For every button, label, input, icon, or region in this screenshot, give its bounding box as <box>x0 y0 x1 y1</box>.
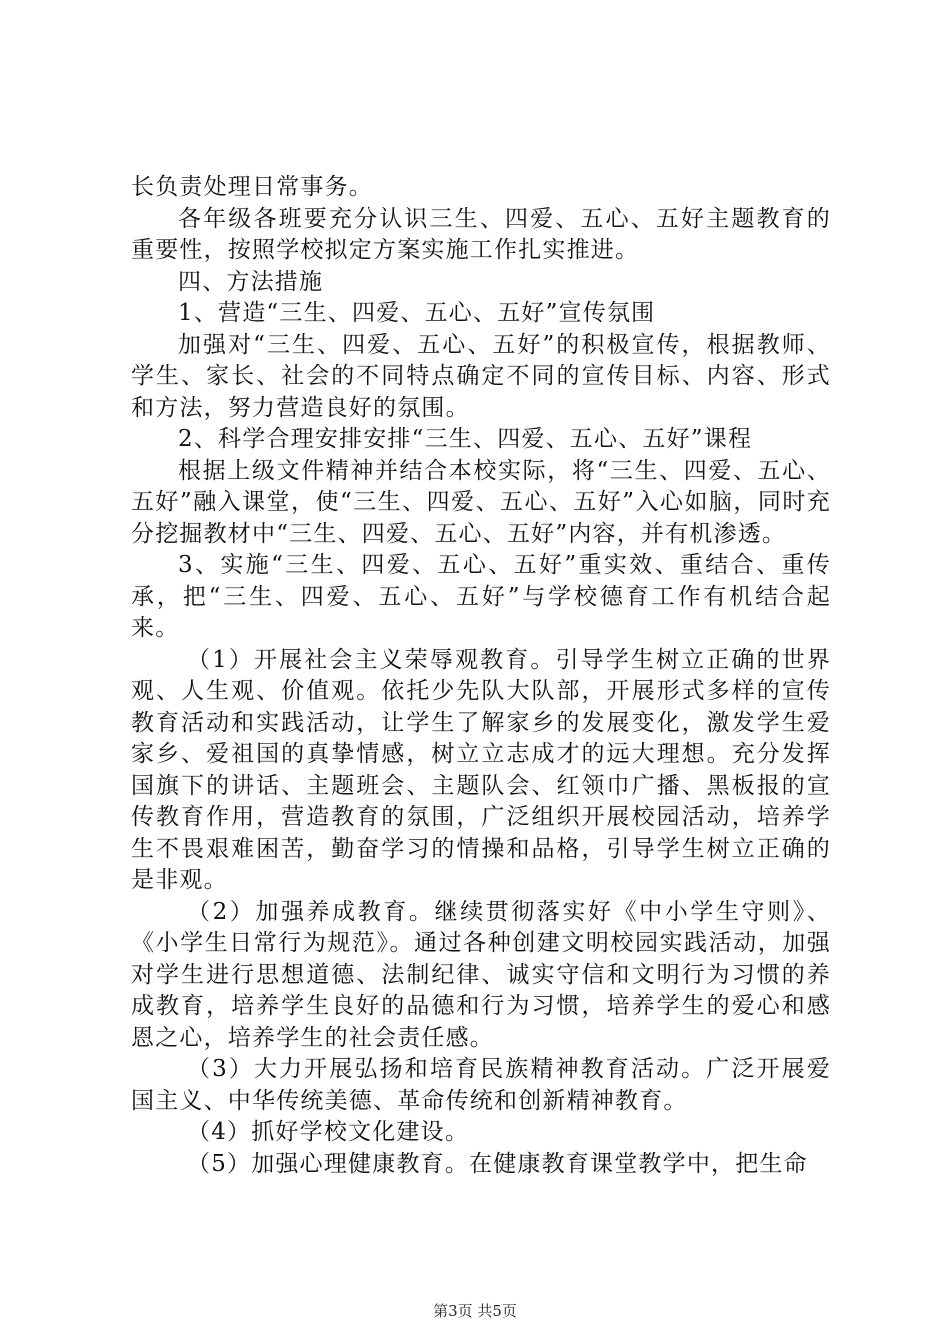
paragraph-3: 加强对“三生、四爱、五心、五好”的积极宣传，根据教师、学生、家长、社会的不同特点确定不同的宣传目标、内容、形式和方法，努力营造良好的氛围。 <box>131 331 831 421</box>
paragraph-2: 各年级各班要充分认识三生、四爱、五心、五好主题教育的重要性，按照学校拟定方案实施工作扎实推进。 <box>131 205 831 263</box>
subheading-3: 3、实施“三生、四爱、五心、五好”重实效、重结合、重传承，把“三生、四爱、五心、五好”与学校德育工作有机结合起来。 <box>131 552 831 641</box>
document-body <box>131 172 831 1180</box>
item-4: （4）抓好学校文化建设。 <box>187 1119 470 1145</box>
page-number-footer: 第3页 共5页 <box>433 1302 517 1320</box>
subheading-1: 1、营造“三生、四爱、五心、五好”宣传氛围 <box>178 300 656 326</box>
item-5: （5）加强心理健康教育。在健康教育课堂教学中，把生命 <box>187 1150 808 1177</box>
subheading-2: 2、科学合理安排安排“三生、四爱、五心、五好”课程 <box>178 426 753 452</box>
paragraph-4: 根据上级文件精神并结合本校实际，将“三生、四爱、五心、五好”融入课堂，使“三生、四爱、五心、五好”入心如脑，同时充分挖掘教材中“三生、四爱、五心、五好”内容，并有机渗透。 <box>131 457 831 547</box>
item-3: （3）大力开展弘扬和培育民族精神教育活动。广泛开展爱国主义、中华传统美德、革命传统和创新精神教育。 <box>131 1056 831 1114</box>
paragraph-1: 长负责处理日常事务。 <box>131 174 373 200</box>
item-1: （1）开展社会主义荣辱观教育。引导学生树立正确的世界观、人生观、价值观。依托少先队大队部，开展形式多样的宣传教育活动和实践活动，让学生了解家乡的发展变化，激发学生爱家乡、爱祖国的真挚情感，树立立志成才的远大理想。充分发挥国旗下的讲话、主题班会、主题队会、红领巾广播、黑板报的宣传教育作用，营造教育的氛围，广泛组织开展校园活动，培养学生不畏艰难困苦，勤奋学习的情操和品格，引导学生树立正确的是非观。 <box>131 646 831 893</box>
item-2: （2）加强养成教育。继续贯彻落实好《中小学生守则》、《小学生日常行为规范》。通过各种创建文明校园实践活动，加强对学生进行思想道德、法制纪律、诚实守信和文明行为习惯的养成教育，培养学生良好的品德和行为习惯，培养学生的爱心和感恩之心，培养学生的社会责任感。 <box>131 898 831 1051</box>
section-heading-methods: 四、方法措施 <box>178 268 324 295</box>
